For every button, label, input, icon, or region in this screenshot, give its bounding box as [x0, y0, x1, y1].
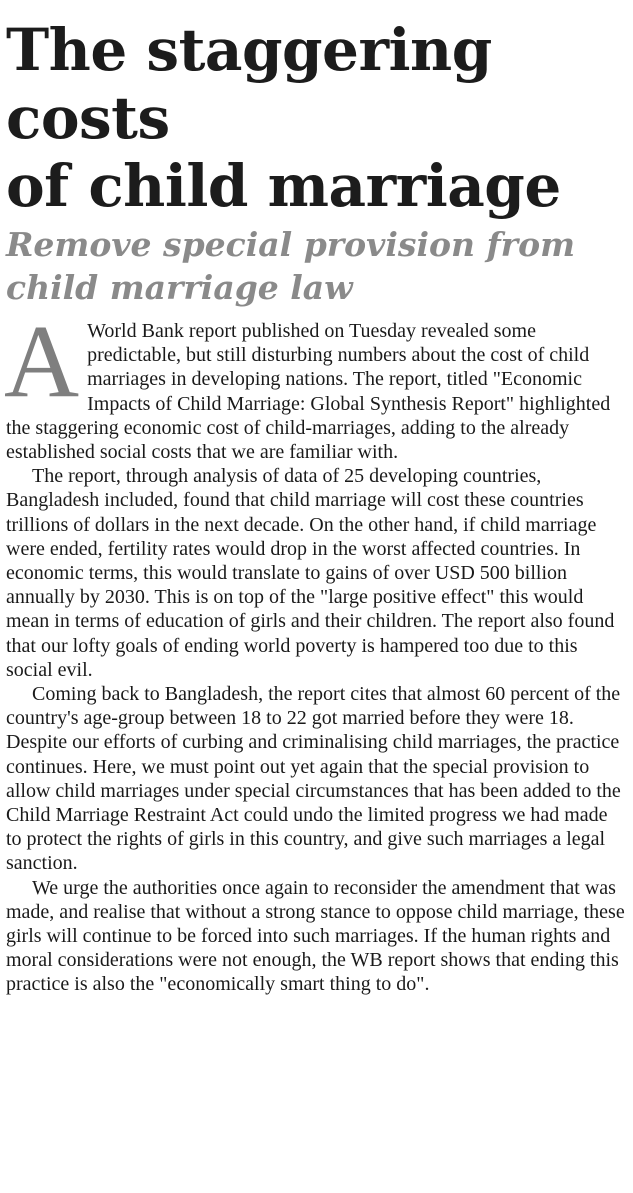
headline — [6, 16, 627, 220]
headline-line-1: The staggering costs — [6, 16, 492, 152]
headline-line-2: of child marriage — [6, 152, 561, 220]
subheadline-line-2: child marriage law — [6, 268, 353, 307]
paragraph-3: Coming back to Bangladesh, the report cites that almost 60 percent of the country's age-group between 18 to 22 got married before they were 18. Despite our efforts of curbing and criminalising child marriages, the practice continues. Here, we must point out yet again that the special provision to allow child marriages under special circumstances that has been added to the Child Marriage Restraint Act could undo the limited progress we had made to protect the rights of girls in this country, and give such marriages a legal sanction. — [6, 683, 621, 875]
subheadline-line-1: Remove special provision from — [6, 225, 575, 264]
paragraph-2: The report, through analysis of data of 25 developing countries, Bangladesh included, found that child marriage will cost these countries trillions of dollars in the next decade. On the other hand, if child marriage were ended, fertility rates would drop in the worst affected countries. In economic terms, this would translate to gains of over USD 500 billion annually by 2030. This is on top of the "large positive effect" this would mean in terms of education of girls and their children. The report also found that our lofty goals of ending world poverty is hampered too due to this social evil. — [6, 465, 615, 681]
paragraph-1 — [4, 304, 627, 464]
drop-cap: A — [4, 304, 80, 419]
subheadline — [6, 223, 627, 309]
paragraph-1-text: World Bank report published on Tuesday revealed some predictable, but still disturbing numbers about the cost of child marriages in developing nations. The report, titled "Economic Impacts of Child Marriage: Global Synthesis Report" highlighted the staggering economic cost of child-marriages, adding to the already established social costs that we are familiar with. — [6, 320, 611, 464]
article-body — [4, 304, 627, 997]
paragraph-4: We urge the authorities once again to reconsider the amendment that was made, and realise that without a strong stance to oppose child marriage, these girls will continue to be forced into such marriages. If the human rights and moral considerations were not enough, the WB report shows that ending this practice is also the "economically smart thing to do". — [6, 876, 625, 996]
article — [6, 0, 627, 997]
